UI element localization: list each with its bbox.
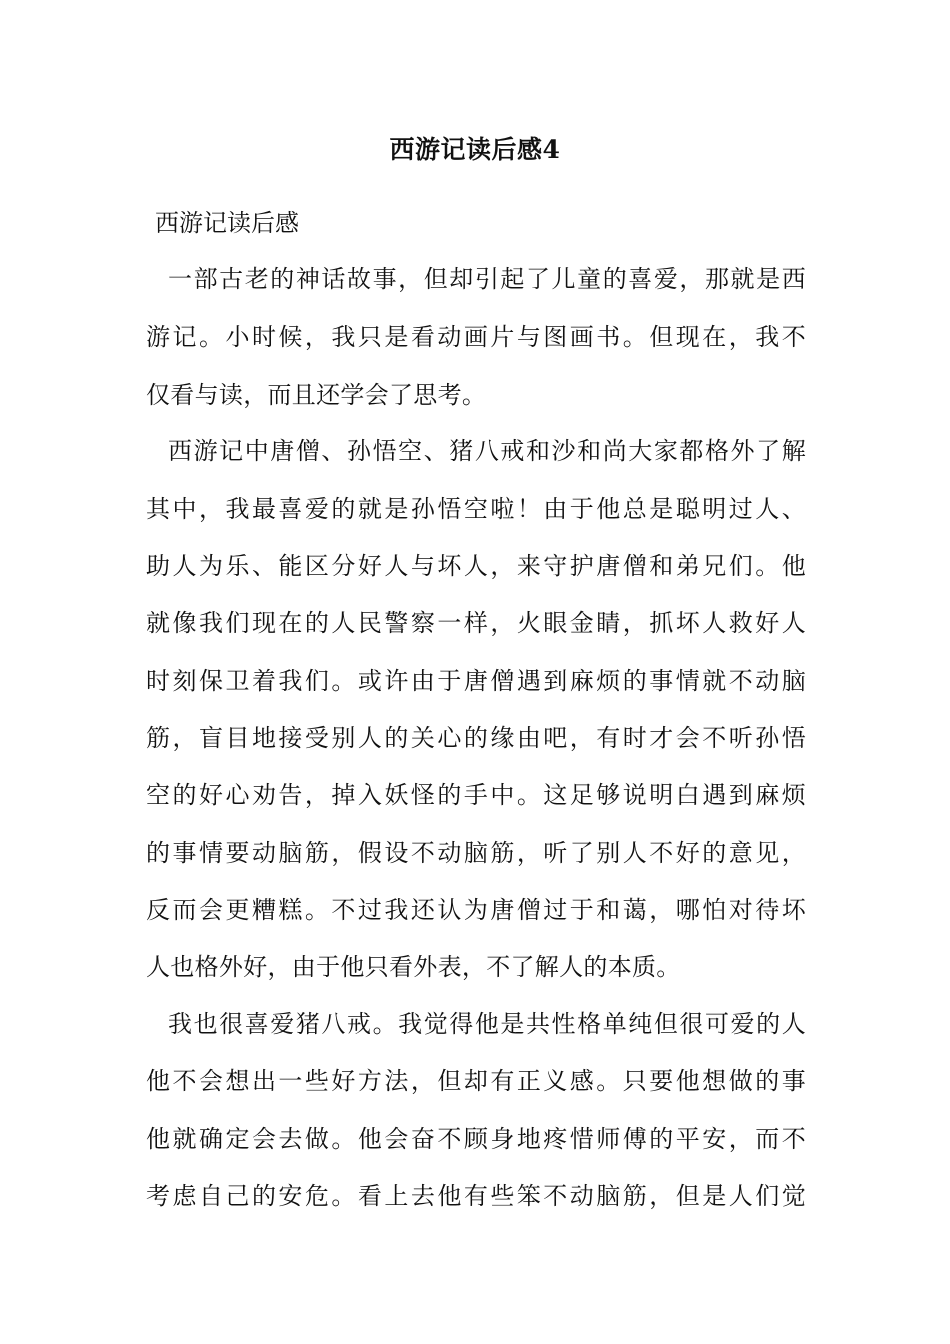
paragraph-2-line-10: 人也格外好，由于他只看外表，不了解人的本质。 <box>146 953 681 981</box>
paragraph-2-line-3: 助人为乐、能区分好人与坏人，来守护唐僧和弟兄们。他 <box>146 552 806 580</box>
paragraph-1-line-2: 游记。小时候，我只是看动画片与图画书。但现在，我不 <box>146 323 806 351</box>
paragraph-2-line-1: 西游记中唐僧、孙悟空、猪八戒和沙和尚大家都格外了解 <box>168 437 806 465</box>
paragraph-2-line-6: 筋，盲目地接受别人的关心的缘由吧，有时才会不听孙悟 <box>146 724 806 752</box>
paragraph-3-line-1: 我也很喜爱猪八戒。我觉得他是共性格单纯但很可爱的人 <box>168 1010 806 1038</box>
paragraph-2-line-5: 时刻保卫着我们。或许由于唐僧遇到麻烦的事情就不动脑 <box>146 667 806 695</box>
paragraph-1-line-3: 仅看与读，而且还学会了思考。 <box>146 381 487 409</box>
paragraph-3-line-4: 考虑自己的安危。看上去他有些笨不动脑筋，但是人们觉 <box>146 1182 806 1210</box>
paragraph-2-line-8: 的事情要动脑筋，假设不动脑筋，听了别人不好的意见， <box>146 839 806 867</box>
paragraph-2-line-4: 就像我们现在的人民警察一样，火眼金睛，抓坏人救好人 <box>146 609 806 637</box>
paragraph-2-line-9: 反而会更糟糕。不过我还认为唐僧过于和蔼，哪怕对待坏 <box>146 896 806 924</box>
paragraph-1-line-1: 一部古老的神话故事，但却引起了儿童的喜爱，那就是西 <box>168 265 806 293</box>
paragraph-3-line-3: 他就确定会去做。他会奋不顾身地疼惜师傅的平安，而不 <box>146 1125 806 1153</box>
document-title: 西游记读后感4 <box>389 135 561 164</box>
paragraph-3-line-2: 他不会想出一些好方法，但却有正义感。只要他想做的事 <box>146 1067 806 1095</box>
paragraph-2-line-7: 空的好心劝告，掉入妖怪的手中。这足够说明白遇到麻烦 <box>146 781 806 809</box>
paragraph-2-line-2: 其中，我最喜爱的就是孙悟空啦！由于他总是聪明过人、 <box>146 495 806 523</box>
document-subtitle: 西游记读后感 <box>155 209 299 237</box>
